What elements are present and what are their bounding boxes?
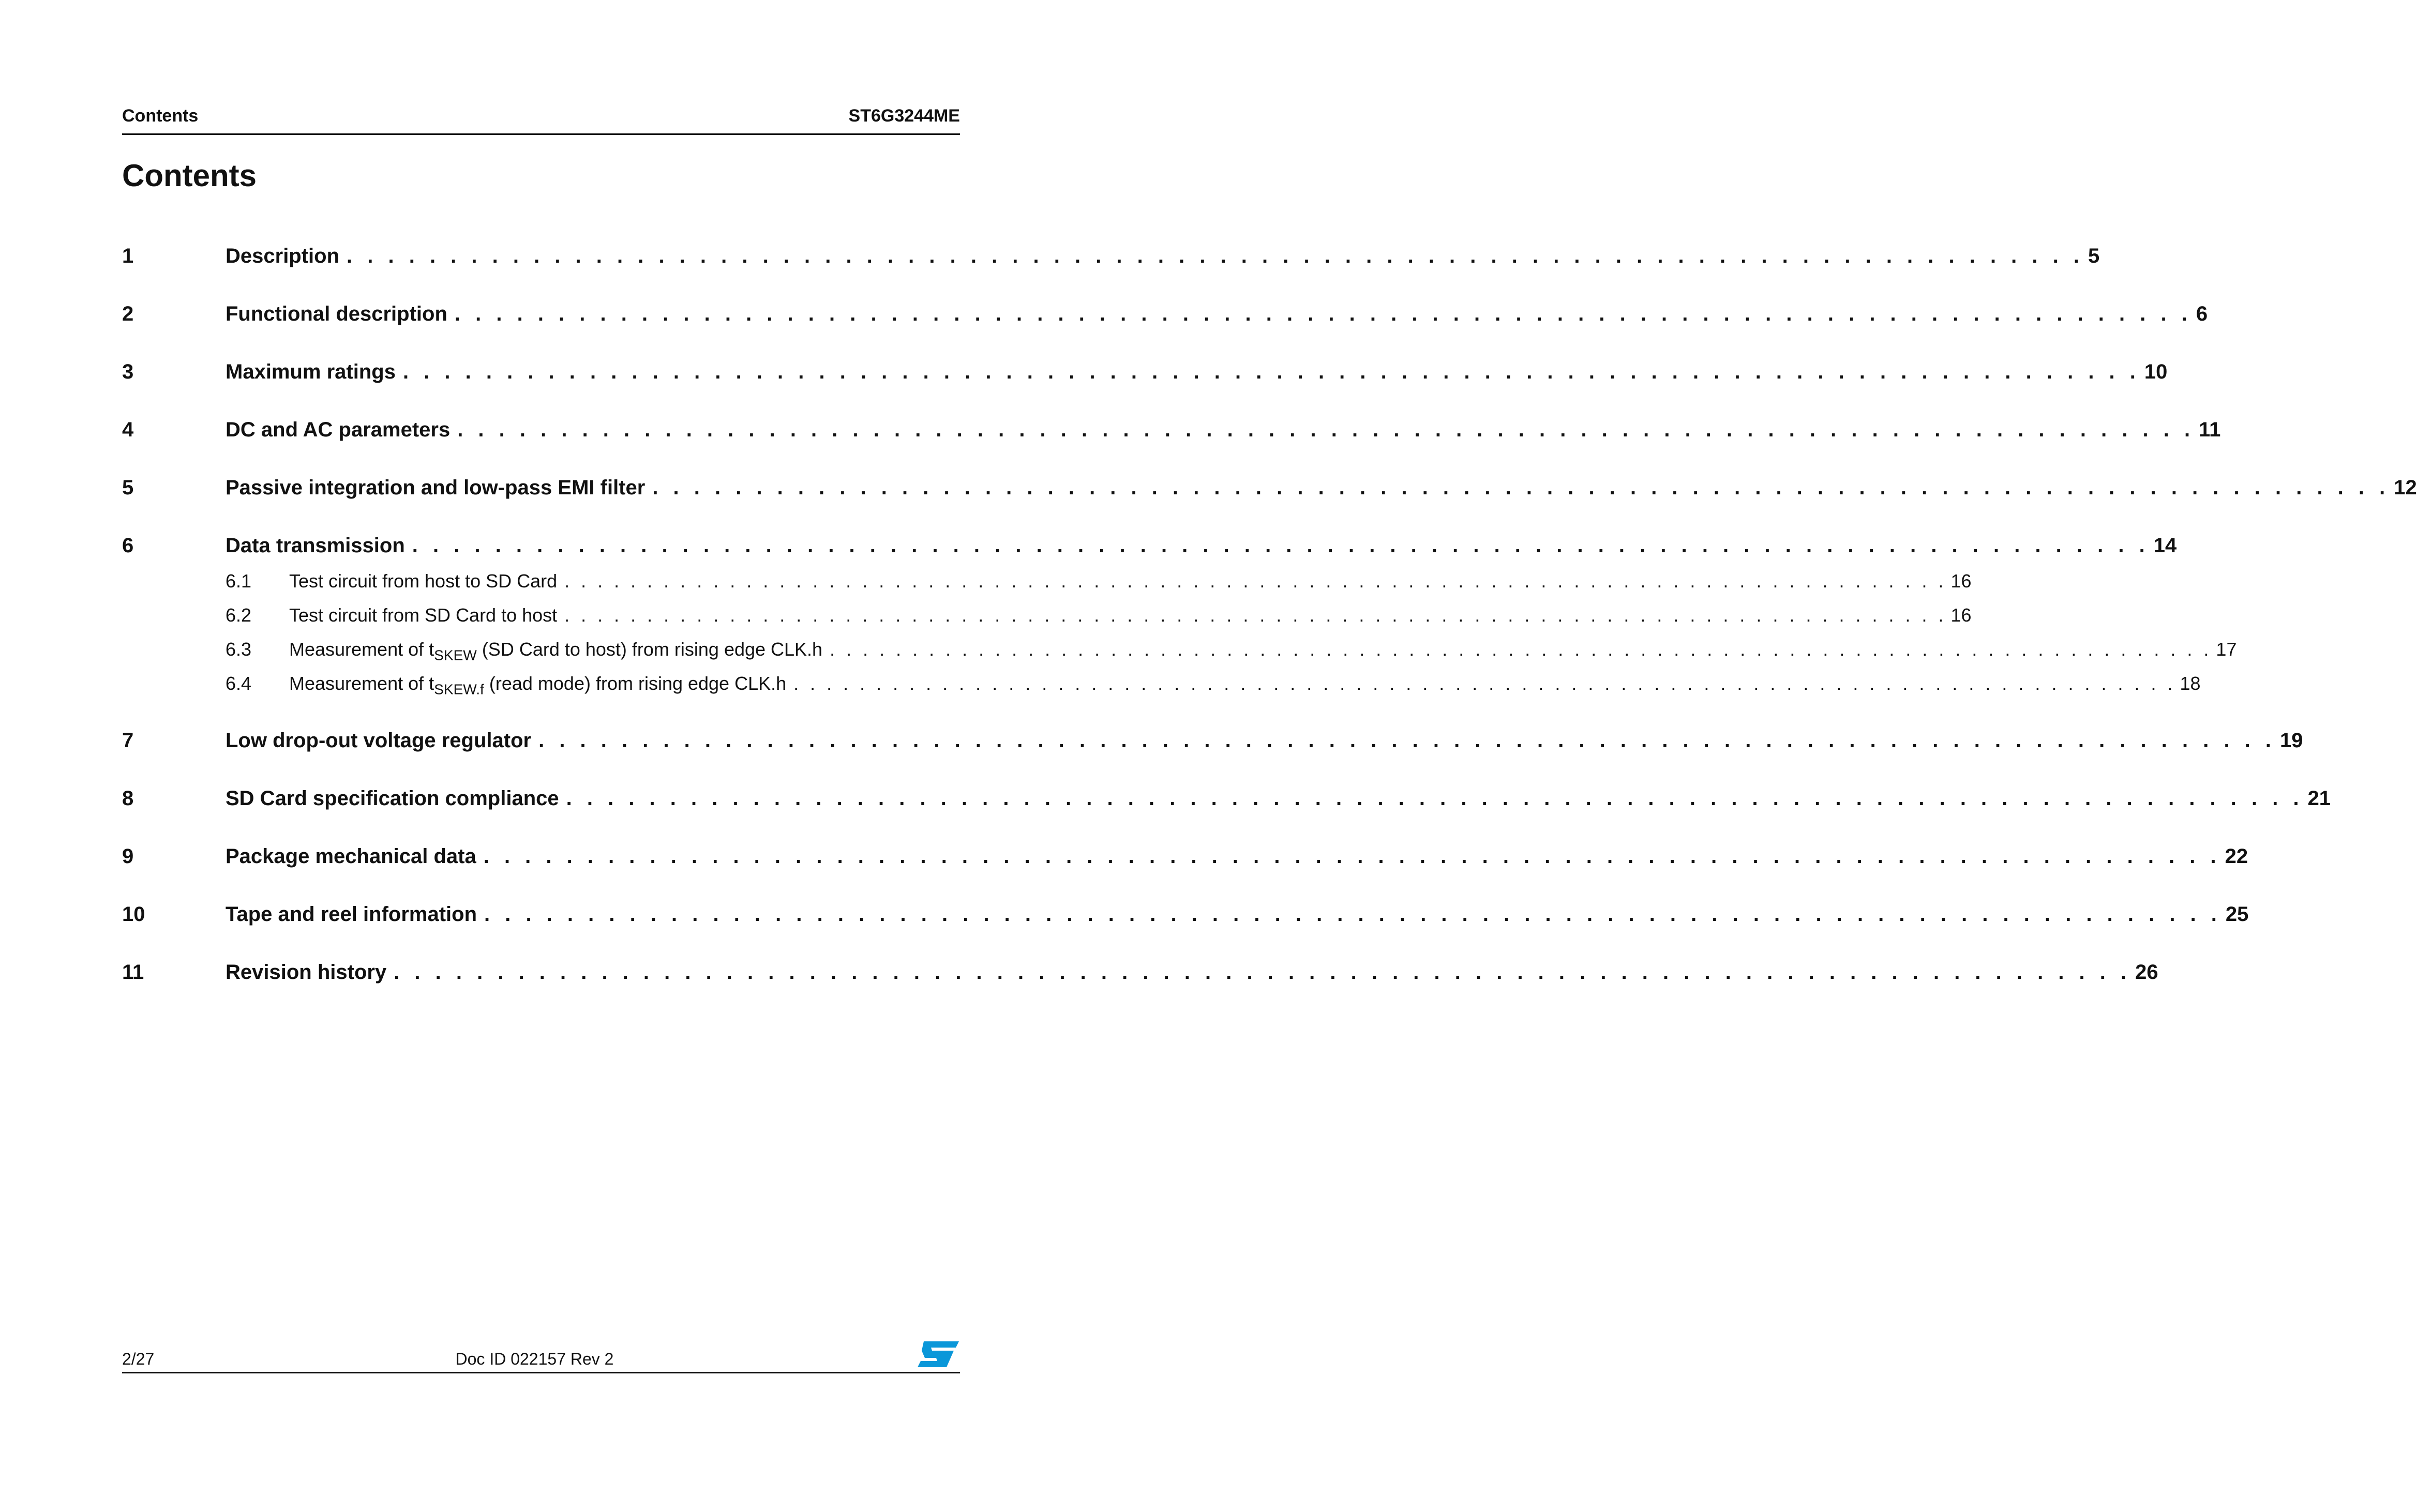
toc-entry[interactable] [122, 414, 2221, 445]
toc-entry-title[interactable]: DC and AC parameters [226, 418, 451, 441]
toc-dot-leader: . . . . . . . . . . . . . . . . . . . . . . . . . . . . . . . . . . . . . . . . . . . . . . . . . . . . . . . . . . . . . . . . . . . . . . . . . . . . . . . . . . . . [538, 729, 2276, 752]
toc-subentry[interactable] [122, 670, 2201, 698]
toc-entry-number: 7 [122, 729, 134, 752]
toc-title-text: Measurement of t [289, 673, 434, 694]
toc-entry-title[interactable]: Data transmission [226, 534, 405, 557]
toc-entry-title[interactable]: Test circuit from SD Card to host [289, 604, 558, 626]
toc-entry-title[interactable] [289, 636, 830, 663]
toc-entry-page[interactable]: 11 [2199, 418, 2221, 441]
toc-entry[interactable] [122, 783, 2331, 814]
toc-entry-number: 6.3 [226, 639, 252, 660]
toc-entry-title[interactable]: Package mechanical data [226, 845, 476, 868]
toc-entry[interactable] [122, 530, 2177, 561]
toc-entry-number: 5 [122, 476, 134, 499]
toc-dot-leader: . . . . . . . . . . . . . . . . . . . . . . . . . . . . . . . . . . . . . . . . . . . . . . . . . . . . . . . . . . . . . . . . . . . . . . . . . . . . . . . . . . . . [412, 534, 2150, 557]
toc-entry-page[interactable]: 17 [2216, 639, 2237, 660]
toc-entry-title[interactable]: Test circuit from host to SD Card [289, 570, 558, 592]
toc-dot-leader: . . . . . . . . . . . . . . . . . . . . . . . . . . . . . . . . . . . . . . . . . . . . . . . . . . . . . . . . . . . . . . . . . . . . . . . . . . . . . . . . . . . . [402, 360, 2140, 383]
toc-dot-leader: . . . . . . . . . . . . . . . . . . . . . . . . . . . . . . . . . . . . . . . . . . . . . . . . . . . . . . . . . . . . . . . . . . . . . . . . . . . . . . . . . . . . [652, 476, 2390, 499]
toc-dot-leader: . . . . . . . . . . . . . . . . . . . . . . . . . . . . . . . . . . . . . . . . . . . . . . . . . . . . . . . . . . . . . . . . . . . . . . . . . . . . . . . . . . . . [454, 303, 2192, 325]
toc-title-text: (SD Card to host) from rising edge CLK.h [476, 639, 823, 660]
toc-entry[interactable] [122, 841, 2248, 872]
toc-entry[interactable] [122, 899, 2249, 930]
toc-entry-title[interactable]: SD Card specification compliance [226, 787, 559, 810]
toc-entry-title[interactable]: Passive integration and low-pass EMI filter [226, 476, 645, 499]
toc-entry-number: 9 [122, 845, 134, 868]
toc-dot-leader: . . . . . . . . . . . . . . . . . . . . . . . . . . . . . . . . . . . . . . . . . . . . . . . . . . . . . . . . . . . . . . . . . . . . . . . . . . . . . . . . . . . . [566, 787, 2304, 810]
toc-dot-leader: . . . . . . . . . . . . . . . . . . . . . . . . . . . . . . . . . . . . . . . . . . . . . . . . . . . . . . . . . . . . . . . . . . . . . . . . . . . . . . . . . . . . [793, 673, 2176, 694]
toc-title-text: (read mode) from rising edge CLK.h [484, 673, 787, 694]
toc-entry-page[interactable]: 25 [2225, 903, 2249, 926]
toc-entry-page[interactable]: 16 [1950, 604, 1972, 626]
toc-entry[interactable] [122, 725, 2303, 756]
st-logo-icon [917, 1339, 960, 1368]
footer-doc-id: Doc ID 022157 Rev 2 [455, 1350, 614, 1368]
page-title: Contents [122, 158, 257, 193]
toc-entry-page[interactable]: 10 [2144, 360, 2168, 383]
toc-entry-title[interactable]: Low drop-out voltage regulator [226, 729, 532, 752]
toc-entry-page[interactable]: 6 [2196, 303, 2208, 325]
toc-entry-page[interactable]: 14 [2153, 534, 2177, 557]
toc-dot-leader: . . . . . . . . . . . . . . . . . . . . . . . . . . . . . . . . . . . . . . . . . . . . . . . . . . . . . . . . . . . . . . . . . . . . . . . . . . . . . . . . . . . . [830, 639, 2212, 660]
toc-entry-title[interactable]: Functional description [226, 303, 447, 325]
toc-entry-number: 6 [122, 534, 134, 557]
toc-entry-number: 2 [122, 303, 134, 325]
toc-entry[interactable] [122, 472, 2417, 503]
toc-entry-title[interactable]: Revision history [226, 961, 387, 984]
toc-entry-page[interactable]: 19 [2280, 729, 2303, 752]
toc-entry-page[interactable]: 5 [2088, 245, 2100, 267]
toc-title-subscript: SKEW.f [434, 681, 484, 698]
toc-entry-number: 6.4 [226, 673, 252, 694]
toc-dot-leader: . . . . . . . . . . . . . . . . . . . . . . . . . . . . . . . . . . . . . . . . . . . . . . . . . . . . . . . . . . . . . . . . . . . . . . . . . . . . . . . . . . . . [484, 903, 2221, 926]
toc-subentry[interactable] [122, 602, 1972, 629]
toc-entry[interactable] [122, 298, 2208, 329]
toc-subentry[interactable] [122, 568, 1972, 595]
toc-entry-number: 8 [122, 787, 134, 810]
toc-entry-page[interactable]: 16 [1950, 570, 1972, 592]
toc-entry-number: 3 [122, 360, 134, 383]
toc-dot-leader: . . . . . . . . . . . . . . . . . . . . . . . . . . . . . . . . . . . . . . . . . . . . . . . . . . . . . . . . . . . . . . . . . . . . . . . . . . . . . . . . . . . . [483, 845, 2221, 868]
toc-entry-number: 1 [122, 245, 134, 267]
toc-entry[interactable] [122, 240, 2100, 271]
toc-entry[interactable] [122, 957, 2158, 988]
toc-entry-number: 6.1 [226, 570, 252, 592]
toc-entry[interactable] [122, 356, 2168, 387]
toc-dot-leader: . . . . . . . . . . . . . . . . . . . . . . . . . . . . . . . . . . . . . . . . . . . . . . . . . . . . . . . . . . . . . . . . . . . . . . . . . . . . . . . . . . . . [457, 418, 2195, 441]
toc-entry-page[interactable]: 22 [2225, 845, 2248, 868]
toc-dot-leader: . . . . . . . . . . . . . . . . . . . . . . . . . . . . . . . . . . . . . . . . . . . . . . . . . . . . . . . . . . . . . . . . . . . . . . . . . . . . . . . . . . . . [564, 604, 1947, 626]
toc-entry-title[interactable] [289, 670, 793, 697]
toc-dot-leader: . . . . . . . . . . . . . . . . . . . . . . . . . . . . . . . . . . . . . . . . . . . . . . . . . . . . . . . . . . . . . . . . . . . . . . . . . . . . . . . . . . . . [394, 961, 2131, 984]
toc-entry-page[interactable]: 12 [2394, 476, 2417, 499]
toc-entry-number: 11 [122, 961, 144, 984]
toc-dot-leader: . . . . . . . . . . . . . . . . . . . . . . . . . . . . . . . . . . . . . . . . . . . . . . . . . . . . . . . . . . . . . . . . . . . . . . . . . . . . . . . . . . . . [347, 245, 2084, 267]
toc-entry-page[interactable]: 26 [2135, 961, 2158, 984]
footer-divider [122, 1372, 960, 1373]
header-divider [122, 133, 960, 135]
toc-entry-number: 6.2 [226, 604, 252, 626]
toc-entry-page[interactable]: 18 [2180, 673, 2201, 694]
toc-entry-title[interactable]: Maximum ratings [226, 360, 396, 383]
header-section-title: Contents [122, 106, 199, 126]
footer-page-number: 2/27 [122, 1350, 155, 1368]
toc-entry-page[interactable]: 21 [2307, 787, 2331, 810]
toc-title-text: Measurement of t [289, 639, 434, 660]
header-product-name: ST6G3244ME [848, 106, 960, 126]
toc-entry-number: 10 [122, 903, 145, 926]
toc-subentry[interactable] [122, 636, 2237, 663]
toc-entry-title[interactable]: Tape and reel information [226, 903, 477, 926]
toc-dot-leader: . . . . . . . . . . . . . . . . . . . . . . . . . . . . . . . . . . . . . . . . . . . . . . . . . . . . . . . . . . . . . . . . . . . . . . . . . . . . . . . . . . . . [564, 570, 1947, 592]
toc-entry-number: 4 [122, 418, 134, 441]
toc-entry-title[interactable]: Description [226, 245, 340, 267]
toc-title-subscript: SKEW [434, 647, 477, 663]
